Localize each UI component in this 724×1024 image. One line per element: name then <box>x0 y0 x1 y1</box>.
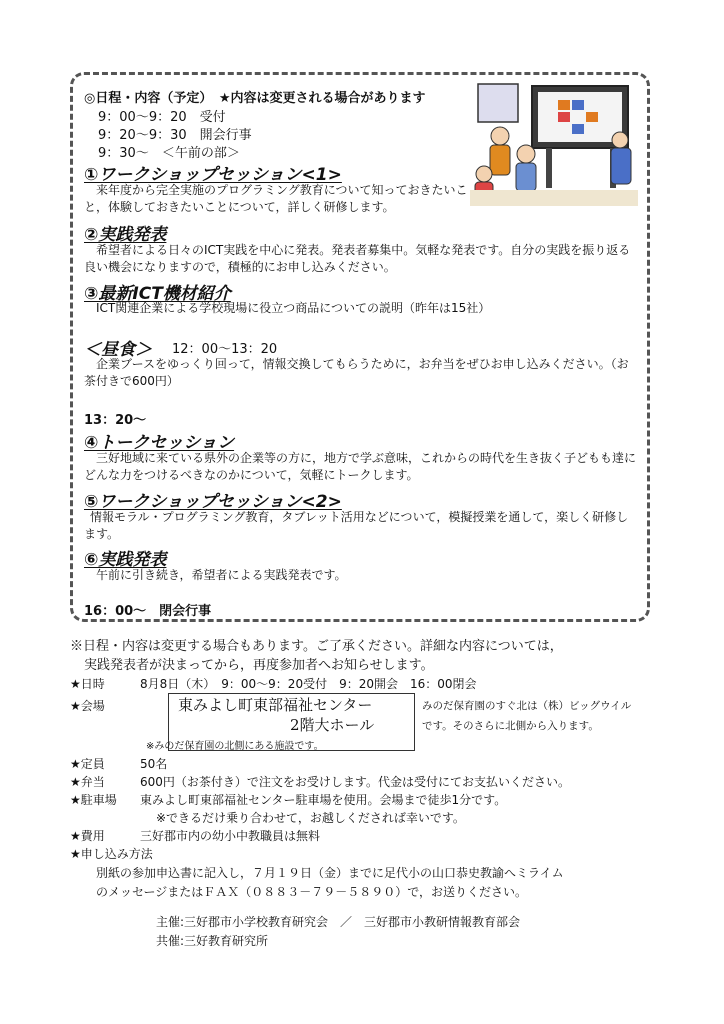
capacity-label: ★定員 <box>70 757 105 771</box>
session-2-desc: 希望者による日々のICT実践を中心に発表。発表者募集中。気軽な発表です。自分の実践を振り返る良い機会になりますので，積極的にお申し込みください。 <box>84 243 631 274</box>
session-4-title: ④トークセッション <box>84 433 235 453</box>
lunch-title: ＜昼食＞ <box>84 340 152 360</box>
date-value: 8月8日（木） 9：00～9：20受付 9：20開会 16：00閉会 <box>140 677 477 691</box>
schedule-heading: ◎日程・内容（予定） ★内容は変更される場合があります <box>84 91 426 106</box>
date-label: ★日時 <box>70 677 105 691</box>
session-4-desc: 三好地域に来ている県外の企業等の方に，地方で学ぶ意味，これからの時代を生き抜く子どもも達にどんな力をつけるべきなのかについて，気軽にトークします。 <box>84 451 637 482</box>
parking-note: ※できるだけ乗り合わせて，お越しくだされば幸いです。 <box>156 811 465 825</box>
session-6-title: ⑥実践発表 <box>84 550 167 570</box>
venue-hall: 2階大ホール <box>290 716 375 734</box>
parking-value: 東みよし町東部福祉センター駐車場を使用。会場まで徒歩1分です。 <box>140 793 507 807</box>
schedule-line-reception: 9：00～9：20 受付 <box>98 110 226 125</box>
apply-line-1: 別紙の参加申込書に記入し，７月１９日（金）までに足代小の山口恭史教諭へミライム <box>96 866 564 880</box>
afternoon-time: 13：20～ <box>84 413 147 428</box>
parking-label: ★駐車場 <box>70 793 117 807</box>
session-5-title: ⑤ワークショップセッション<2> <box>84 492 342 512</box>
venue-side-note-2: です。そのさらに北側から入ります。 <box>422 720 599 732</box>
organizer-cohost: 共催:三好教育研究所 <box>156 934 269 948</box>
organizer-host: 主催:三好郡市小学校教育研究会 ／ 三好郡市小教研情報教育部会 <box>156 915 521 929</box>
fee-value: 三好郡市内の幼小中教職員は無料 <box>140 829 321 843</box>
venue-label: ★会場 <box>70 699 105 713</box>
venue-name: 東みよし町東部福祉センター <box>178 696 373 714</box>
session-3-desc: ICT関連企業による学校現場に役立つ商品についての説明（昨年は15社） <box>96 301 491 315</box>
apply-label: ★申し込み方法 <box>70 847 153 861</box>
lunch-time: 12：00～13：20 <box>172 342 278 357</box>
fee-label: ★費用 <box>70 829 105 843</box>
schedule-line-morning: 9：30～ ＜午前の部＞ <box>98 146 240 161</box>
schedule-line-opening: 9：20～9：30 開会行事 <box>98 128 252 143</box>
bento-label: ★弁当 <box>70 775 105 789</box>
session-6-desc: 午前に引き続き，希望者による実践発表です。 <box>96 568 347 582</box>
session-3-title: ③最新ICT機材紹介 <box>84 284 231 304</box>
session-2-title: ②実践発表 <box>84 225 167 245</box>
closing-ceremony: 16：00～ 閉会行事 <box>84 604 212 619</box>
session-1-title: ①ワークショップセッション<1> <box>84 165 342 185</box>
classroom-illustration <box>470 78 638 206</box>
session-5-desc: 情報モラル・プログラミング教育，タブレット活用などについて，模擬授業を通して，楽しく研修します。 <box>84 510 629 541</box>
notice-line-2: 実践発表者が決まってから，再度参加者へお知らせします。 <box>84 658 434 673</box>
venue-side-note-1: みのだ保育園のすぐ北は（株）ビッグウイル <box>422 700 632 712</box>
session-1-desc: 来年度から完全実施のプログラミング教育について知っておきたいこと，体験しておきたいことについて，詳しく研修します。 <box>84 183 468 214</box>
apply-line-2: のメッセージまたはＦＡＸ（０８８３－７９－５８９０）で，お送りください。 <box>96 885 528 899</box>
bento-value: 600円（お茶付き）で注文をお受けします。代金は受付にてお支払いください。 <box>140 775 570 789</box>
lunch-desc: 企業ブースをゆっくり回って，情報交換してもらうために，お弁当をぜひお申し込みください。（お茶付きで600円） <box>84 357 629 388</box>
notice-line-1: ※日程・内容は変更する場合もあります。ご了承ください。詳細な内容については， <box>70 639 563 654</box>
capacity-value: 50名 <box>140 757 168 771</box>
venue-note: ※みのだ保育園の北側にある施設です。 <box>146 741 324 752</box>
